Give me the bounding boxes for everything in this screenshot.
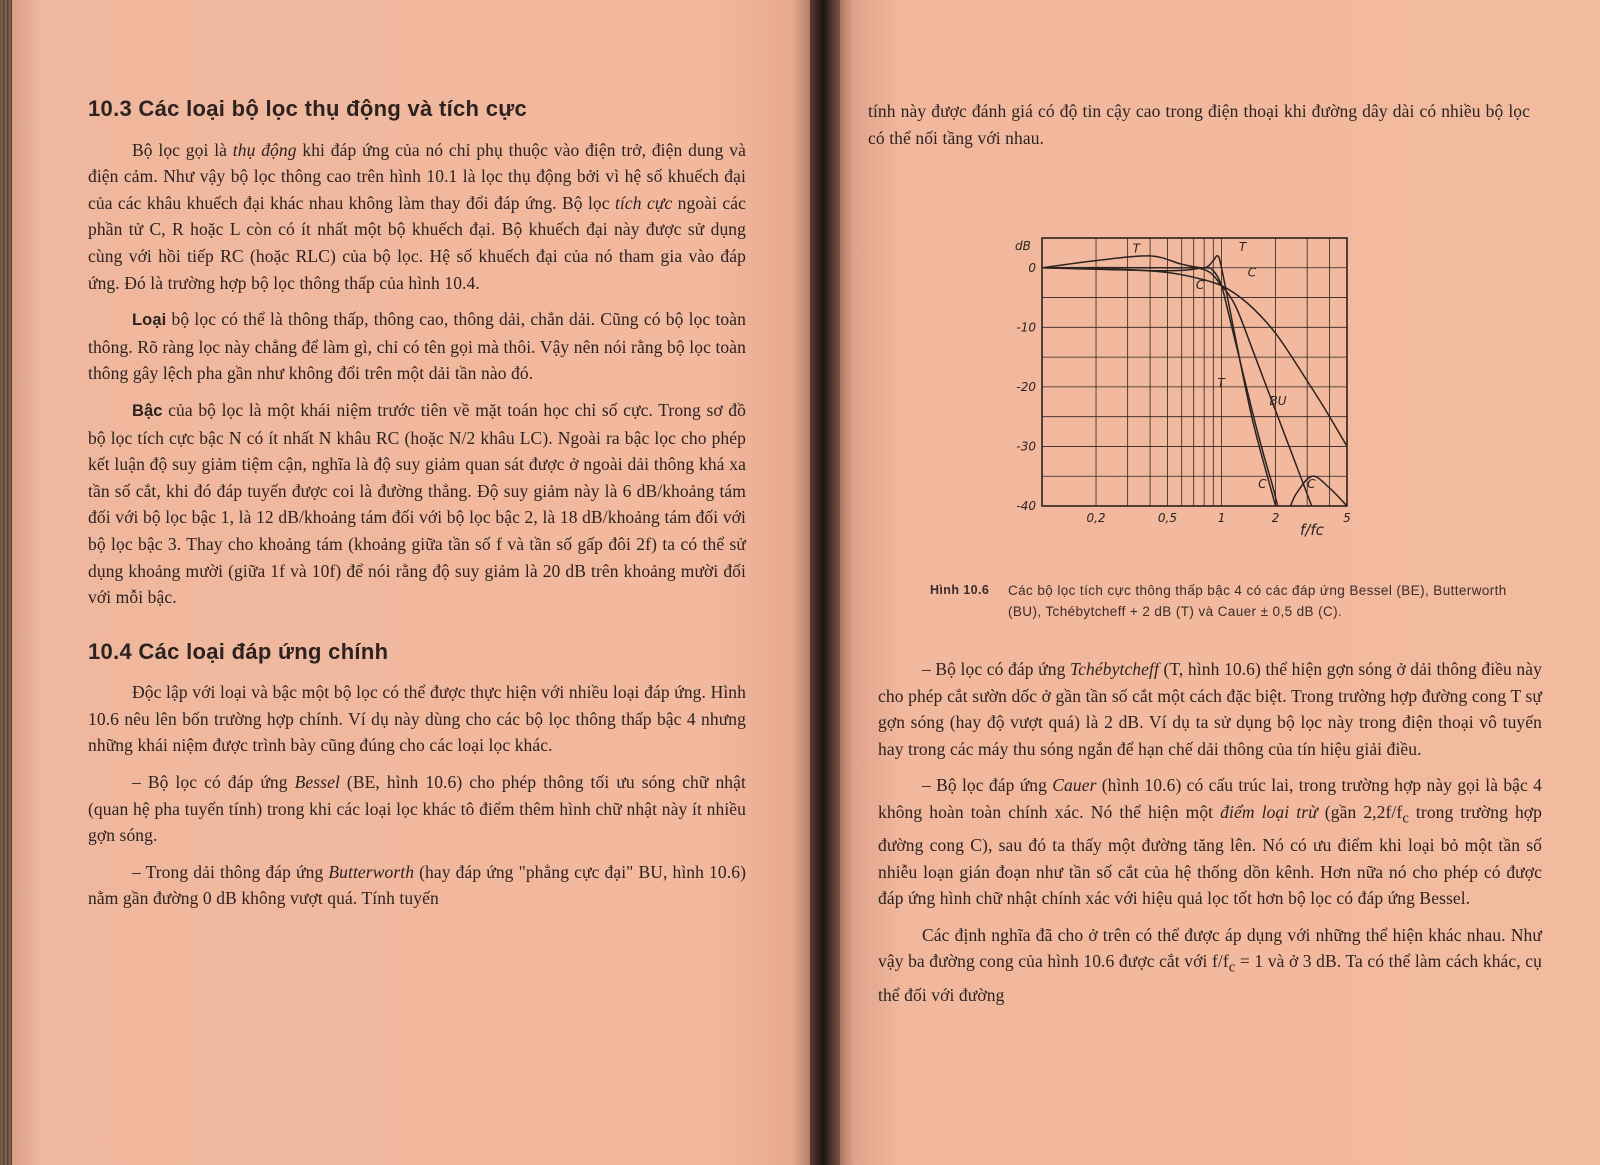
text-run: ngoài các phần tử C, R hoặc L còn có ít nhất một bộ khuếch đại. Bộ khuếch đại này được sử dụng cùng với hồi tiếp RC (hoặc RLC) của bộ lọc. Hệ số khuếch đại của nó tham gia vào đáp ứng. Đó là trường hợp bộ lọc thông thấp của hình 10.4.: [88, 192, 747, 293]
text-run: (gần 2,2f/f: [1317, 801, 1403, 822]
section-10-4-paragraph-1: Độc lập với loại và bậc một bộ lọc có thể được thực hiện với nhiều loại đáp ứng. Hình 10.6 nêu lên bốn trường hợp chính. Ví dụ này dùng cho các bộ lọc thông thấp bậc 4 nhưng những khái niệm được trình bày cũng đúng cho các loại lọc khác.: [88, 682, 746, 756]
curve-label: C: [1307, 477, 1316, 492]
section-10-3-paragraph-1: [88, 137, 746, 297]
section-10-4-paragraph-3: [88, 859, 746, 912]
continued-paragraph: tính này được đánh giá có độ tin cậy cao trong điện thoại khi đường dây dài có nhiều bộ lọc có thể nối tầng với nhau.: [868, 101, 1530, 148]
text-run: khi đáp ứng của nó chỉ phụ thuộc vào điện trở, điện dung và điện cảm. Như vậy bộ lọc thông cao trên hình 10.1 là lọc thụ động bởi vì hệ số khuếch đại của các khâu khuếch đại khác nhau không làm thay đổi đáp ứng. Bộ lọc: [88, 139, 746, 213]
curve-label: C: [1195, 278, 1205, 293]
text-run: – Trong dải thông đáp ứng: [132, 861, 329, 882]
y-axis-label: dB: [1015, 239, 1031, 253]
curve-label: T: [1238, 240, 1247, 255]
section-10-3-paragraph-2: [88, 306, 746, 387]
x-tick-label: 1: [1217, 511, 1226, 525]
italic-term: điểm loại trừ: [1220, 801, 1318, 822]
curve-label: T: [1217, 375, 1225, 390]
tchebytcheff-paragraph: [878, 656, 1542, 762]
bold-term: Loại: [132, 311, 167, 330]
text-run: = 1 và ở 3 dB. Ta có thể làm cách khác, cụ thể đối với đường: [878, 951, 1542, 1005]
italic-term: Tchébytcheff: [1069, 659, 1159, 679]
italic-term: Bessel: [294, 772, 340, 793]
caption-text: Các bộ lọc tích cực thông thấp bậc 4 có các đáp ứng Bessel (BE), Butterworth (BU), Tchébytcheff + 2 dB (T) và Cauer ± 0,5 dB (C).: [1008, 583, 1507, 619]
x-tick-label: 0,5: [1157, 511, 1178, 525]
text-run: (hình 10.6) có cấu trúc lai, trong trường hợp này gọi là bậc 4 không hoàn toàn chính xác. Nó thể hiện một: [878, 775, 1542, 822]
cauer-paragraph: [878, 772, 1542, 911]
figure-10-6: [1000, 230, 1380, 555]
text-run: Bộ lọc gọi là: [132, 139, 233, 160]
right-page-continuation: [868, 98, 1530, 151]
x-tick-label: 0,2: [1086, 511, 1106, 525]
curve-label: BU: [1269, 393, 1287, 408]
text-run: Các định nghĩa đã cho ở trên có thể được áp dụng với những thể hiện khác nhau. Như vậy ba đường cong của hình 10.6 được cắt với f/f: [878, 924, 1542, 972]
right-page-text: [878, 656, 1542, 1008]
text-run: (hay đáp ứng "phẳng cực đại" BU, hình 10.6) nằm gần đường 0 dB không vượt quá. Tính tuyến: [88, 861, 747, 909]
book-gutter: [810, 0, 840, 1165]
curve-bu: [1042, 265, 1347, 550]
section-10-3-paragraph-3: [88, 397, 746, 611]
frequency-response-chart: [1000, 230, 1380, 550]
bold-term: Bậc: [132, 401, 163, 420]
chart-labels: [1133, 240, 1316, 491]
text-run: (T, hình 10.6) thể hiện gợn sóng ở dải thông điều này cho phép cắt sườn dốc ở gần tần số cắt một cách đặc biệt. Trong trường hợp đường cong T sự gợn sóng (hay độ vượt quá) là 2 dB. Ví dụ ta sử dụng bộ lọc này trong điện thoại vô tuyến hay trong các máy thu sóng ngắn để hạn chế dải thông của tín hiệu giải điều.: [878, 659, 1542, 759]
italic-term: tích cực: [614, 192, 673, 213]
curve-label: T: [1132, 241, 1141, 256]
text-run: bộ lọc có thể là thông thấp, thông cao, thông dải, chắn dải. Cũng có bộ lọc toàn thông. Rõ ràng lọc này chẳng để làm gì, chỉ có tên gọi mà thôi. Vậy nên nói rằng bộ lọc toàn thông gây lệch pha gần như không đổi trên một dải tần nào đó.: [88, 309, 746, 384]
subscript: c: [1228, 959, 1236, 976]
y-tick-label: -20: [1016, 379, 1036, 394]
italic-term: Cauer: [1052, 775, 1097, 796]
section-10-4-paragraph-2: [88, 769, 746, 849]
text-run: – Bộ lọc có đáp ứng: [922, 659, 1070, 679]
y-tick-label: -10: [1016, 320, 1036, 335]
figure-caption: [930, 580, 1530, 622]
section-10-3-heading: 10.3 Các loại bộ lọc thụ động và tích cực: [88, 96, 527, 121]
curve-label: C: [1258, 477, 1267, 492]
chart-grid: [1016, 238, 1350, 525]
x-axis-label: f/fc: [1300, 521, 1324, 539]
italic-term: Butterworth: [328, 861, 415, 882]
text-run: (BE, hình 10.6) cho phép thông tối ưu sóng chữ nhật (quan hệ pha tuyến tính) trong khi các loại lọc khác tô điểm thêm hình chữ nhật này ít nhiều gợn sóng.: [88, 772, 746, 846]
y-tick-label: -40: [1016, 499, 1036, 513]
curve-label: C: [1247, 265, 1257, 280]
text-run: trong trường hợp đường cong C), sau đó ta thấy một đường tăng lên. Nó có ưu điểm khi loại bỏ một tần số nhiễu loạn gián đoạn như tần số cắt của hệ thống dồn kênh. Hơn nữa nó cho phép có được đáp ứng hình chữ nhật chính xác với hiệu quả lọc tốt hơn bộ lọc có đáp ứng Bessel.: [878, 801, 1543, 909]
left-page-text: [88, 96, 746, 912]
text-run: – Bộ lọc đáp ứng: [922, 775, 1053, 796]
y-tick-label: 0: [1028, 260, 1036, 275]
text-run: – Bộ lọc có đáp ứng: [132, 772, 295, 793]
caption-label: Hình 10.6: [930, 583, 990, 597]
definitions-paragraph: [878, 922, 1542, 1008]
subscript: c: [1402, 810, 1409, 827]
text-run: của bộ lọc là một khái niệm trước tiên về mặt toán học chỉ số cực. Trong sơ đồ bộ lọc tích cực bậc N có ít nhất N khâu RC (hoặc N/2 khâu LC). Ngoài ra bậc lọc cho phép kết luận độ suy giảm tiệm cận, nghĩa là độ suy giảm quan sát được ở ngoài dải thông khá xa tần số cắt, khi đó đáp tuyến được coi là đường thẳng. Độ suy giảm này là 6 dB/khoảng tám đối với bộ lọc bậc 1, là 12 dB/khoảng tám đối với bộ lọc bậc 2, là 18 dB/khoảng tám đối với bộ lọc bậc 3. Thay cho khoảng tám (khoảng giữa tần số f và tần số gấp đôi 2f) ta có thể sử dụng khoảng mười (giữa 1f và 10f) để nói rằng độ suy giảm là 20 dB trên khoảng mười đối với mỗi bậc.: [88, 399, 746, 608]
x-tick-label: 2: [1271, 511, 1280, 525]
section-10-4-heading: 10.4 Các loại đáp ứng chính: [88, 638, 389, 664]
y-tick-label: -30: [1016, 439, 1036, 454]
x-tick-label: 5: [1343, 511, 1351, 525]
italic-term: thụ động: [232, 139, 297, 160]
